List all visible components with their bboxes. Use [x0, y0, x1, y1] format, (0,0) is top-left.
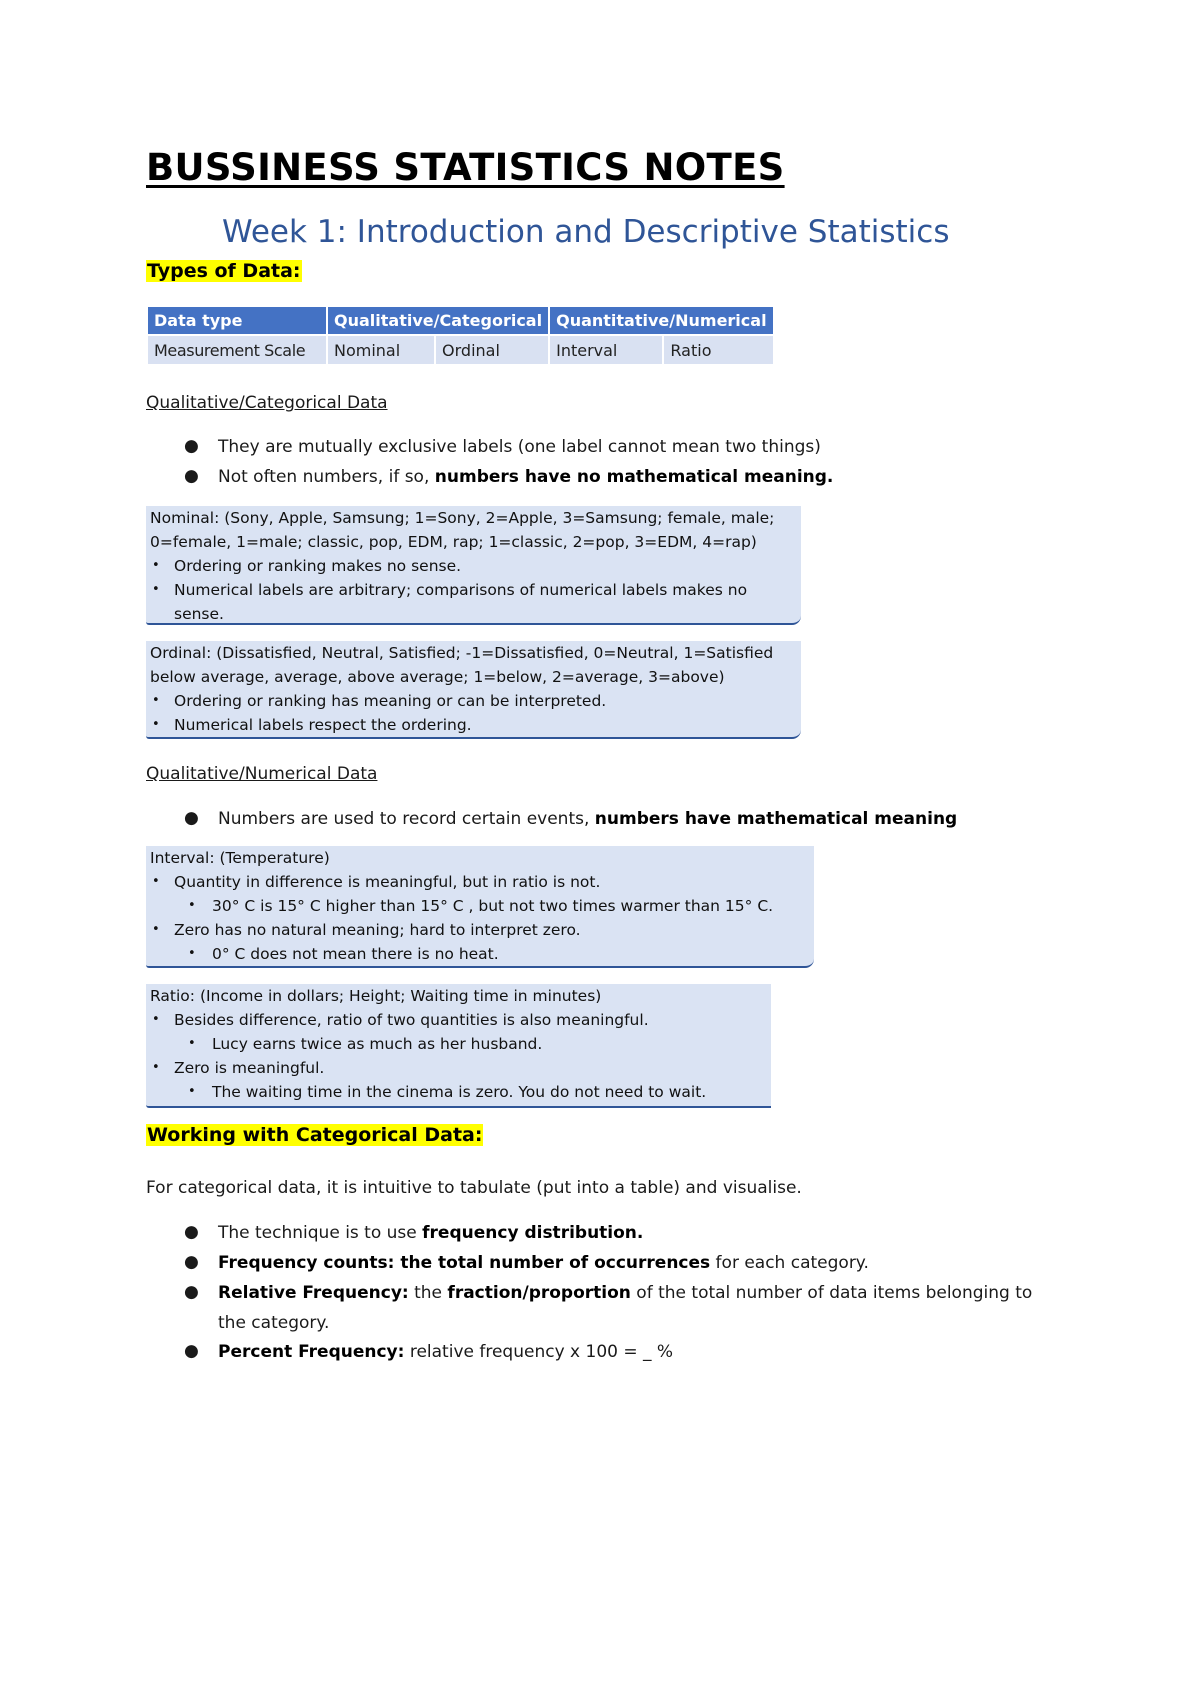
nominal-box: Nominal: (Sony, Apple, Samsung; 1=Sony, 2=Apple, 3=Samsung; female, male; 0=female, 1=male; classic, pop, EDM, rap; 1=classic, 2=pop, 3=EDM, 4=rap) • Ordering or ranking makes no sense. • Numerical labels are arbitrary; comparisons of numerical labels makes no sense.	[146, 506, 801, 625]
document-page: BUSSINESS STATISTICS NOTES Week 1: Introduction and Descriptive Statistics Types of Data: Data type Qualitative/Categorical Quantitative/Numerical Measurement Scale Nominal Ordinal Interval Ratio Qualitative/Categorical Data ● They are mutually exclusive labels (one label cannot mean two things) ● Not often numbers, if so, numbers have no mathematical meaning. Nominal: (Sony, Apple, Samsung; 1=Sony, 2=Apple, 3=Samsung; female, male; 0=female, 1=male; classic, pop, EDM, rap; 1=classic, 2=pop, 3=EDM, 4=rap) • Ordering or ranking makes no sense. • Numerical labels are arbitrary; comparisons of numerical labels makes no sense. Ordinal: (Dissatisfied, Neutral, Satisfied; -1=Dissatisfied, 0=Neutral, 1=Satisfied below average, average, above average; 1=below, 2=average, 3=above) • Ordering or ranking has meaning or can be interpreted. • Numerical labels respect the ordering. Qualitative/Numerical Data ● Numbers are used to record certain events, numbers have mathematical meaning Interval: (Temperature) • Quantity in difference is meaningful, but in ratio is not. • 30° C is 15° C higher than 15° C , but not two times warmer than 15° C. • Zero has no natural meaning; hard to interpret zero. • 0° C does not mean there is no heat. Ratio: (Income in dollars; Height; Waiting time in minutes) • Besides difference, ratio of two quantities is also meaningful. • Lucy earns twice as much as her husband. • Zero is meaningful. • The waiting time in the cinema is zero. You do not need to wait. Working with Categorical Data: For categorical data, it is intuitive to tabulate (put into a table) and visualise. ● The technique is to use frequency distribution. ● Frequency counts: the total number of occurrences for each category. ● Relative Frequency: the fraction/proportion of the total number of data items belonging to the category. ● Percent Frequency: relative frequency x 100 = _ %	[146, 146, 1033, 1362]
list-item-continuation: the category.	[218, 1313, 330, 1333]
working-heading: Working with Categorical Data:	[147, 1124, 483, 1146]
table-cell: Measurement Scale	[148, 336, 326, 364]
week-subtitle: Week 1: Introduction and Descriptive Statistics	[222, 214, 950, 250]
ratio-box: Ratio: (Income in dollars; Height; Waiting time in minutes) • Besides difference, ratio of two quantities is also meaningful. • Lucy earns twice as much as her husband. • Zero is meaningful. • The waiting time in the cinema is zero. You do not need to wait.	[146, 984, 771, 1108]
quantitative-heading: Qualitative/Numerical Data	[146, 764, 378, 784]
table-header-cell: Data type	[148, 307, 326, 334]
types-of-data-heading: Types of Data:	[147, 260, 301, 282]
data-type-table	[146, 305, 775, 366]
working-intro: For categorical data, it is intuitive to tabulate (put into a table) and visualise.	[146, 1178, 802, 1198]
table-cell: Ordinal	[436, 336, 548, 364]
table-row	[148, 336, 773, 364]
table-cell: Interval	[550, 336, 662, 364]
ordinal-box: Ordinal: (Dissatisfied, Neutral, Satisfied; -1=Dissatisfied, 0=Neutral, 1=Satisfied below average, average, above average; 1=below, 2=average, 3=above) • Ordering or ranking has meaning or can be interpreted. • Numerical labels respect the ordering.	[146, 641, 801, 739]
table-cell: Nominal	[328, 336, 434, 364]
table-header-row	[148, 307, 773, 334]
table-cell: Ratio	[664, 336, 772, 364]
table-header-cell: Qualitative/Categorical	[328, 307, 548, 334]
qualitative-heading: Qualitative/Categorical Data	[146, 393, 388, 413]
page-title: BUSSINESS STATISTICS NOTES	[146, 146, 785, 189]
interval-box: Interval: (Temperature) • Quantity in difference is meaningful, but in ratio is not. • 30° C is 15° C higher than 15° C , but not two times warmer than 15° C. • Zero has no natural meaning; hard to interpret zero. • 0° C does not mean there is no heat.	[146, 846, 814, 968]
table-header-cell: Quantitative/Numerical	[550, 307, 772, 334]
